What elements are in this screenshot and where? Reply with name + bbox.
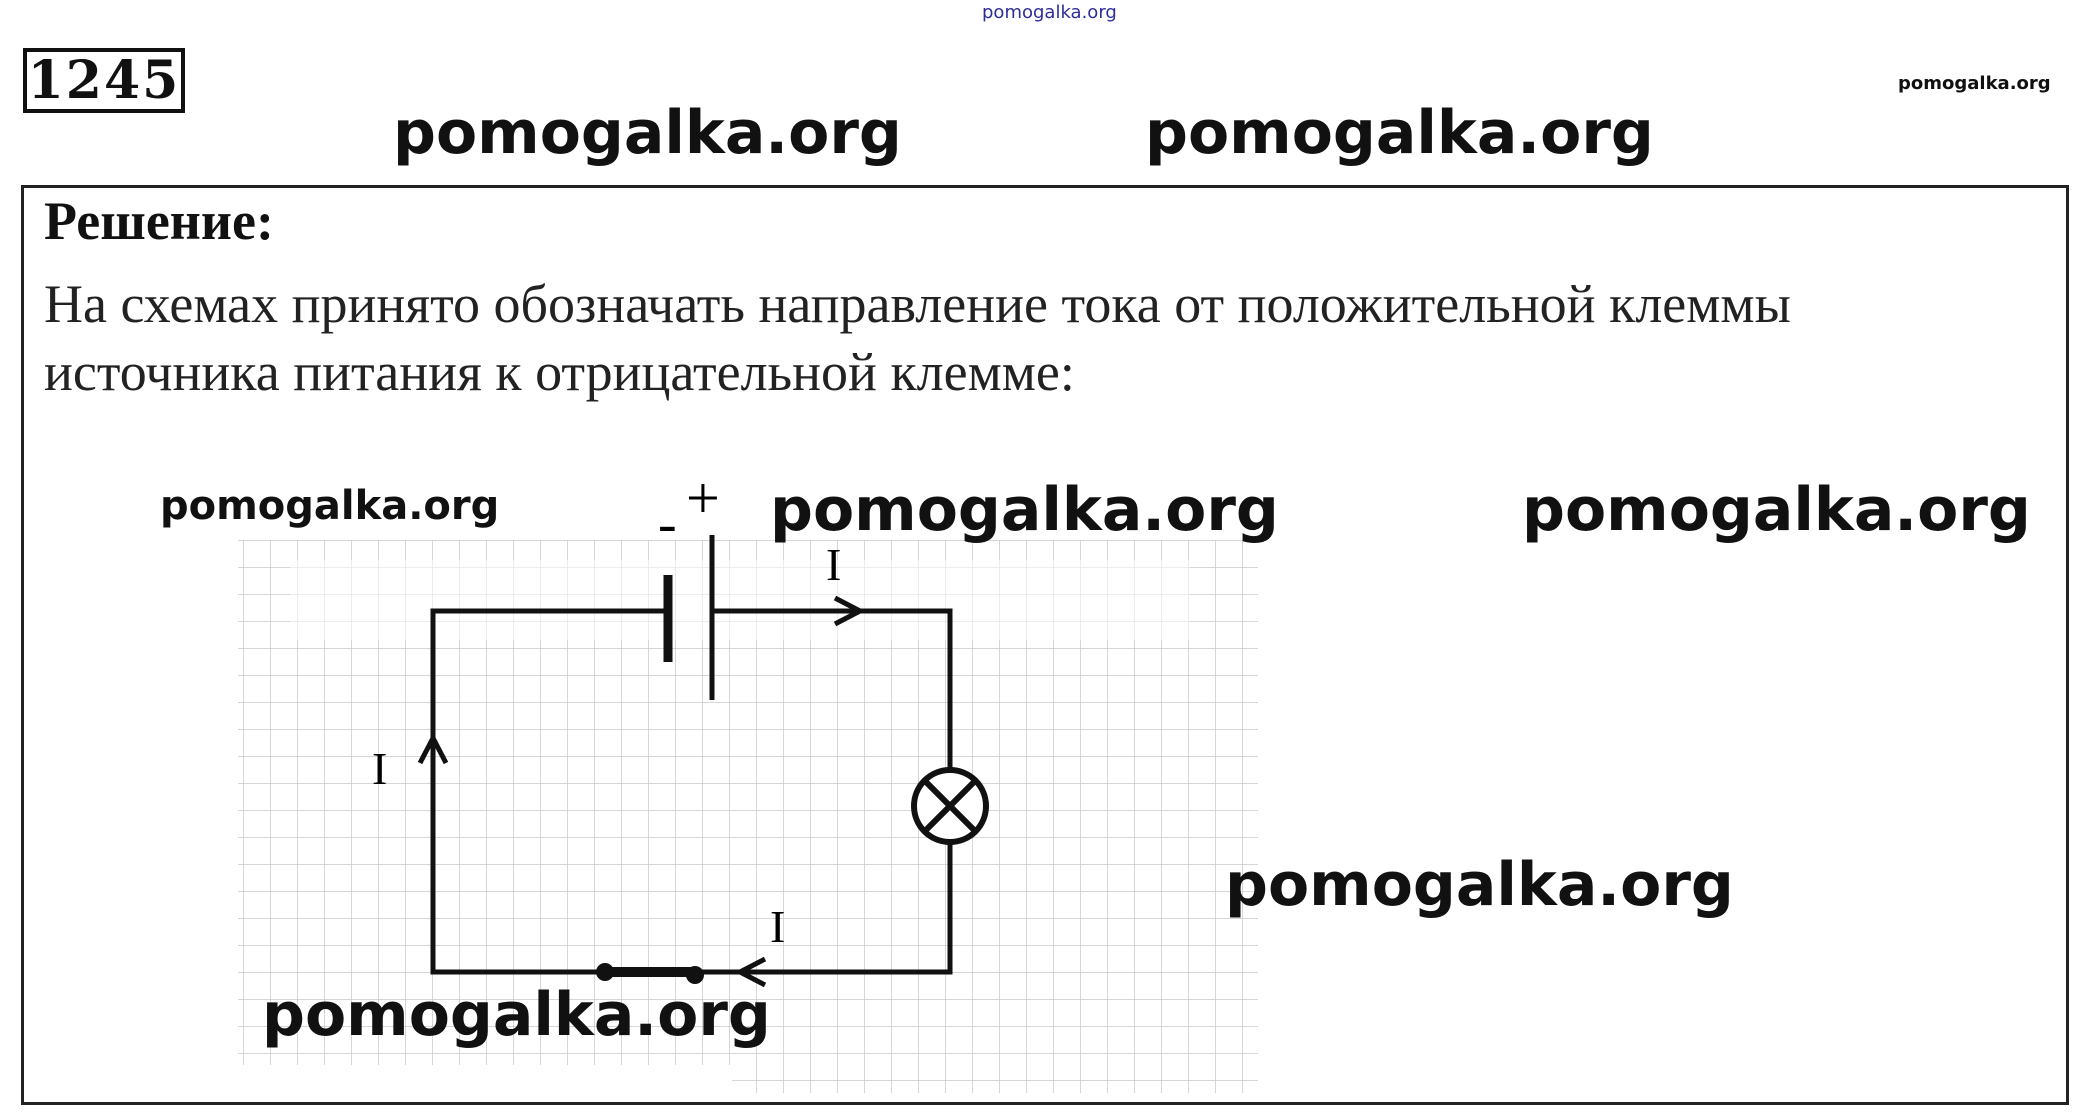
current-label-bottom: I [770,901,786,952]
watermark-diagram-bottom-left: pomogalka.org [262,980,771,1050]
battery-plus-label: + [686,465,720,531]
battery-minus-label: - [658,493,677,555]
problem-number: 1245 [23,48,185,113]
watermark-diagram-top-center: pomogalka.org [770,475,1279,545]
current-label-left: I [372,743,388,794]
watermark-header-right: pomogalka.org [1145,98,1654,168]
graph-paper-tail [732,1065,1258,1093]
solution-text: На схемах принято обозначать направление тока от положительной клеммы источника питания к отрицательной клемме: [44,274,1791,402]
watermark-diagram-right: pomogalka.org [1225,850,1734,920]
lamp-symbol [914,770,986,842]
watermark-top-right: pomogalka.org [1898,73,2051,94]
watermark-diagram-left: pomogalka.org [160,483,500,529]
watermark-header-left: pomogalka.org [393,98,902,168]
solution-title: Решение: [44,191,274,251]
watermark-top: pomogalka.org [982,2,1117,23]
watermark-diagram-top-right: pomogalka.org [1522,475,2031,545]
current-label-top: I [826,539,842,590]
